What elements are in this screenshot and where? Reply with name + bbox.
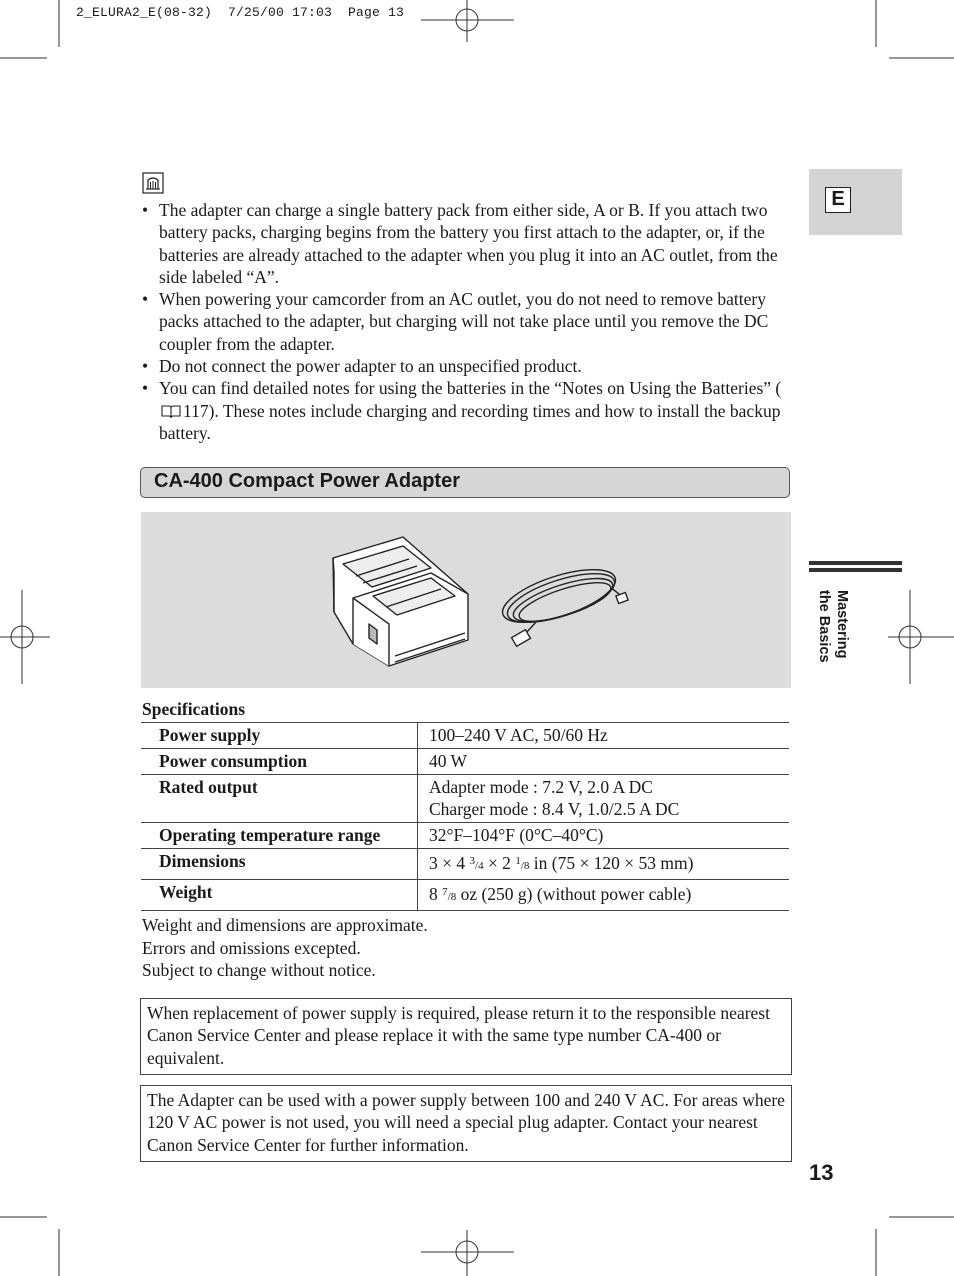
spec-value: 100–240 V AC, 50/60 Hz bbox=[418, 723, 790, 749]
table-row bbox=[141, 823, 789, 849]
list-item: • When powering your camcorder from an AC outlet, you do not need to remove battery packs attached to the adapter, but charging will not take place until you remove the DC coupler from the adapter. bbox=[141, 288, 791, 355]
spec-label: Dimensions bbox=[141, 849, 418, 880]
list-item: • You can find detailed notes for using the batteries in the “Notes on Using the Batteries” (117). These notes include charging and recording times and how to install the backup battery. bbox=[141, 377, 791, 444]
table-row bbox=[141, 880, 789, 911]
spec-value: 40 W bbox=[418, 749, 790, 775]
spec-value: 8 $^7$/8 oz (250 g) (without power cable) bbox=[418, 880, 790, 911]
language-tab bbox=[809, 169, 902, 235]
book-icon bbox=[161, 404, 181, 419]
section-title: CA-400 Compact Power Adapter bbox=[154, 470, 460, 492]
power-cable-illustration bbox=[141, 512, 791, 688]
spec-label: Power supply bbox=[141, 723, 418, 749]
spec-label: Rated output bbox=[141, 775, 418, 823]
spec-value: 32°F–104°F (0°C–40°C) bbox=[418, 823, 790, 849]
footnote: Subject to change without notice. bbox=[142, 960, 376, 980]
specifications-table bbox=[141, 722, 789, 911]
footnote: Errors and omissions excepted. bbox=[142, 937, 361, 958]
page-number: 13 bbox=[809, 1160, 834, 1185]
table-row bbox=[141, 775, 789, 823]
list-item: • The adapter can charge a single battery pack from either side, A or B. If you attach two battery packs, charging begins from the battery you first attach to the adapter, or, if the batteries are already attached to the adapter when you plug it into an AC outlet, from the side labeled “A”. bbox=[141, 199, 791, 288]
chapter-tab-stripes bbox=[809, 561, 902, 575]
table-row bbox=[141, 723, 789, 749]
spec-footnotes bbox=[142, 914, 428, 982]
spec-value: 3 × 4 $^3$/4 × 2 $^1$/8 in (75 × 120 × 53 mm) bbox=[418, 849, 790, 880]
specifications-heading: Specifications bbox=[142, 699, 246, 719]
table-row bbox=[141, 749, 789, 775]
replacement-notice-box: When replacement of power supply is required, please return it to the responsible nearest Canon Service Center and please replace it with the same type number CA-400 or equivalent. bbox=[140, 998, 792, 1075]
power-supply-notice-box: The Adapter can be used with a power supply between 100 and 240 V AC. For areas where 120 V AC power is not used, you will need a special plug adapter. Contact your nearest Canon Service Center for further information. bbox=[140, 1085, 792, 1162]
product-illustration bbox=[141, 512, 791, 688]
notes-list bbox=[141, 199, 791, 444]
page-reference: 117 bbox=[183, 400, 209, 421]
spec-label: Power consumption bbox=[141, 749, 418, 775]
list-item: • Do not connect the power adapter to an unspecified product. bbox=[141, 355, 791, 377]
chapter-side-label: Mastering the Basics bbox=[816, 590, 850, 663]
footnote: Weight and dimensions are approximate. bbox=[142, 915, 428, 935]
table-row bbox=[141, 849, 789, 880]
spec-value: Adapter mode : 7.2 V, 2.0 A DC Charger mode : 8.4 V, 1.0/2.5 A DC bbox=[418, 775, 790, 823]
language-tab-letter: E bbox=[825, 187, 851, 213]
note-icon bbox=[142, 172, 164, 194]
spec-label: Weight bbox=[141, 880, 418, 911]
printer-slug: 2_ELURA2_E(08-32) 7/25/00 17:03 Page 13 bbox=[76, 5, 405, 20]
spec-label: Operating temperature range bbox=[141, 823, 418, 849]
